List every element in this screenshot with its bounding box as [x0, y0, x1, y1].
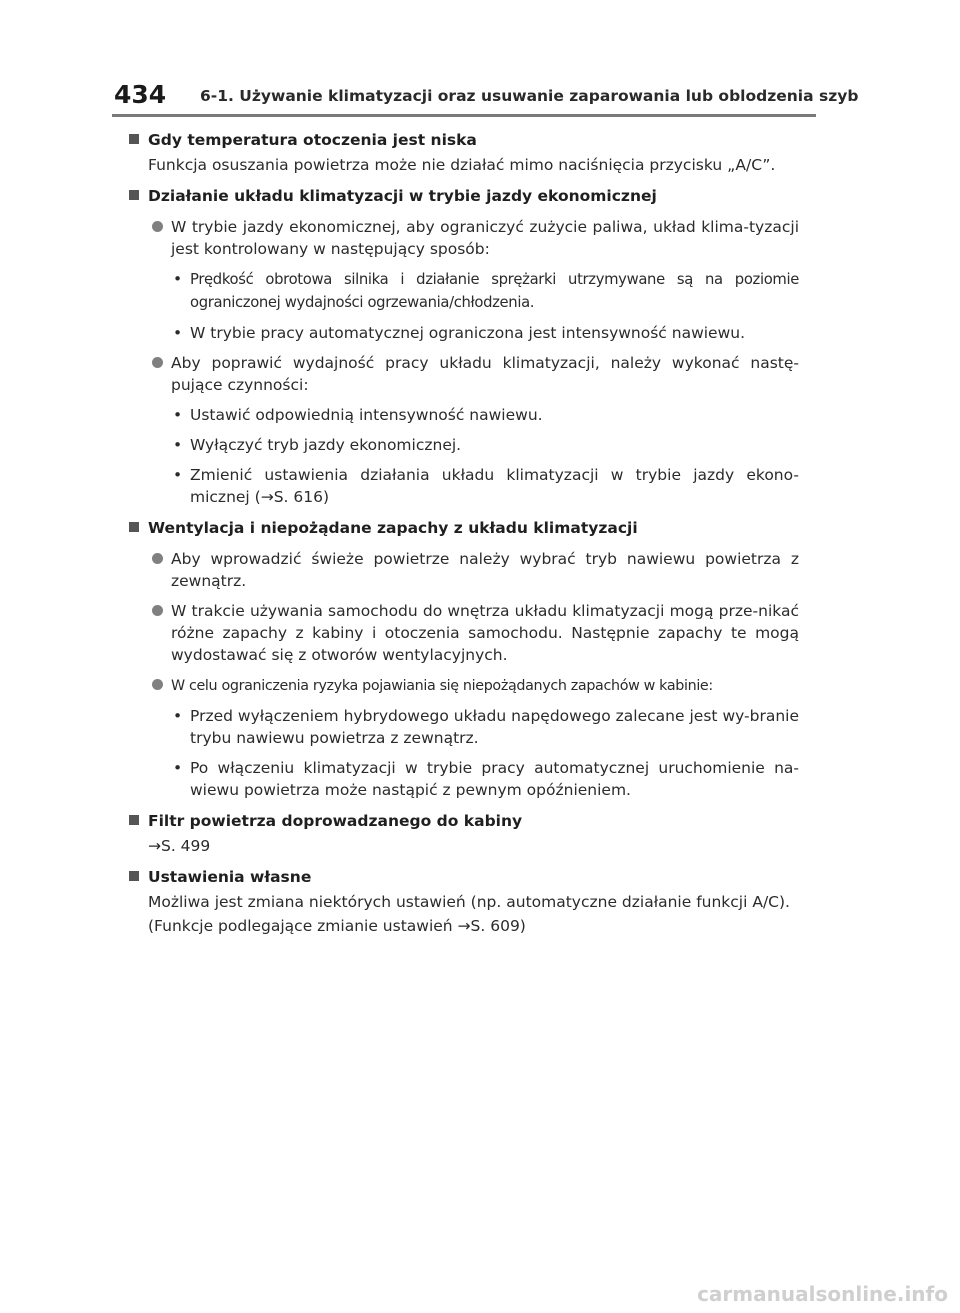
section-heading: Gdy temperatura otoczenia jest niska: [127, 128, 799, 152]
watermark: carmanualsonline.info: [697, 1282, 948, 1306]
circle-bullet-icon: [152, 357, 163, 368]
square-bullet-icon: [129, 190, 139, 200]
sub-bullet-item: • Przed wyłączeniem hybrydowego układu napędowego zalecane jest wy-branie trybu nawiewu powietrza z zewnątrz.: [173, 707, 799, 747]
circle-bullet-icon: [152, 553, 163, 564]
sub-bullet-item: • Prędkość obrotowa silnika i działanie sprężarki utrzymywane są na poziomie ograniczonej wydajności ogrzewania/chłodzenia.: [173, 270, 799, 311]
section-custom-settings: [127, 865, 799, 937]
section-text-reference: (Funkcje podlegające zmianie ustawień →S. 609): [148, 917, 526, 935]
chapter-title: 6-1. Używanie klimatyzacji oraz usuwanie zaparowania lub oblodzenia szyb: [200, 87, 859, 105]
page-reference-link[interactable]: →S. 499: [148, 837, 211, 855]
bullet-item: Aby wprowadzić świeże powietrze należy wybrać tryb nawiewu powietrza z zewnątrz.: [127, 548, 799, 592]
page-number: 434: [114, 80, 167, 109]
bullet-item: Aby poprawić wydajność pracy układu klimatyzacji, należy wykonać nastę-pujące czynności:: [127, 352, 799, 396]
dot-bullet-icon: •: [173, 406, 183, 424]
dot-bullet-icon: •: [173, 466, 183, 484]
section-text: Funkcja osuszania powietrza może nie działać mimo naciśnięcia przycisku „A/C”.: [148, 156, 776, 174]
square-bullet-icon: [129, 134, 139, 144]
dot-bullet-icon: •: [173, 707, 183, 725]
circle-bullet-icon: [152, 605, 163, 616]
sub-bullet-item: • Zmienić ustawienia działania układu klimatyzacji w trybie jazdy ekono-micznej (→S. 616): [173, 466, 799, 506]
sub-bullet-item: • Ustawić odpowiednią intensywność nawiewu.: [173, 406, 543, 424]
bullet-item: W trakcie używania samochodu do wnętrza układu klimatyzacji mogą prze-nikać różne zapachy z kabiny i otoczenia samochodu. Następnie zapachy te mogą wydostawać się z otworów wentylacyjnych.: [127, 600, 799, 666]
dot-bullet-icon: •: [173, 436, 183, 454]
section-heading: Wentylacja i niepożądane zapachy z układu klimatyzacji: [127, 516, 799, 540]
square-bullet-icon: [129, 871, 139, 881]
section-heading: Działanie układu klimatyzacji w trybie jazdy ekonomicznej: [127, 184, 799, 208]
page-header: [112, 78, 859, 117]
bullet-item: W celu ograniczenia ryzyka pojawiania się niepożądanych zapachów w kabinie:: [127, 674, 799, 697]
section-text: Możliwa jest zmiana niektórych ustawień (np. automatyczne działanie funkcji A/C).: [148, 893, 790, 911]
section-ventilation-odors: [127, 516, 799, 801]
section-cabin-air-filter: [127, 809, 799, 857]
section-low-temperature: [127, 128, 799, 176]
sub-bullet-item: • Po włączeniu klimatyzacji w trybie pracy automatycznej uruchomienie na-wiewu powietrza może nastąpić z pewnym opóźnieniem.: [173, 759, 799, 799]
dot-bullet-icon: •: [173, 759, 183, 777]
page-content: [127, 128, 799, 937]
section-eco-mode: [127, 184, 799, 508]
dot-bullet-icon: •: [173, 324, 183, 342]
section-heading: Ustawienia własne: [127, 865, 799, 889]
square-bullet-icon: [129, 815, 139, 825]
circle-bullet-icon: [152, 679, 163, 690]
circle-bullet-icon: [152, 221, 163, 232]
square-bullet-icon: [129, 522, 139, 532]
sub-bullet-item: • W trybie pracy automatycznej ograniczona jest intensywność nawiewu.: [173, 324, 746, 342]
bullet-item: W trybie jazdy ekonomicznej, aby ograniczyć zużycie paliwa, układ klima-tyzacji jest kontrolowany w następujący sposób:: [127, 216, 799, 260]
section-heading: Filtr powietrza doprowadzanego do kabiny: [127, 809, 799, 833]
dot-bullet-icon: •: [173, 270, 183, 288]
sub-bullet-item: • Wyłączyć tryb jazdy ekonomicznej.: [173, 436, 462, 454]
